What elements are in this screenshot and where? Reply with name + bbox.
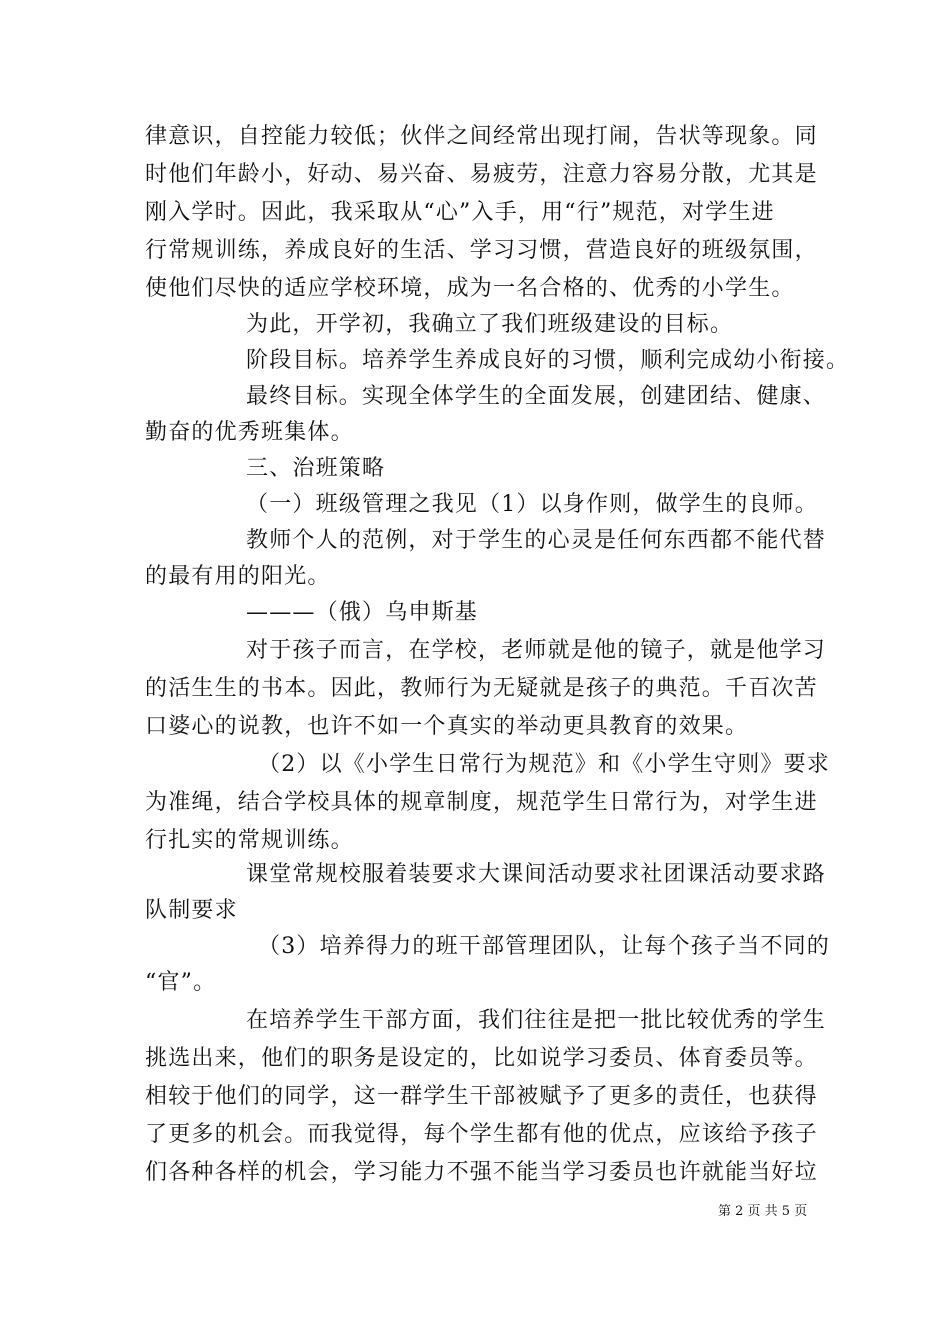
- paragraph-line: 的活生生的书本。因此，教师行为无疑就是孩子的典范。千百次苦: [145, 676, 818, 701]
- paragraph-line: 阶段目标。培养学生养成良好的习惯，顺利完成幼小衔接。: [246, 348, 850, 373]
- paragraph-line: （2）以《小学生日常行为规范》和《小学生守则》要求: [258, 752, 830, 777]
- paragraph-line: 行扎实的常规训练。: [145, 828, 354, 853]
- quote-line: 教师个人的范例，对于学生的心灵是任何东西都不能代替: [246, 528, 827, 553]
- paragraph-line: 为此，开学初，我确立了我们班级建设的目标。: [246, 312, 734, 337]
- paragraph-line: 最终目标。实现全体学生的全面发展，创建团结、健康、: [246, 384, 827, 409]
- paragraph-line: 使他们尽快的适应学校环境，成为一名合格的、优秀的小学生。: [145, 276, 795, 301]
- paragraph-line: 律意识，自控能力较低；伙伴之间经常出现打闹，告状等现象。同: [145, 124, 818, 149]
- page-number: 第 2 页 共 5 页: [718, 1204, 808, 1219]
- paragraph-line: 们各种各样的机会，学习能力不强不能当学习委员也许就能当好垃: [145, 1160, 818, 1185]
- paragraph-line: 勤奋的优秀班集体。: [145, 420, 354, 445]
- paragraph-line: 口婆心的说教，也许不如一个真实的举动更具教育的效果。: [145, 714, 749, 739]
- paragraph-line: 挑选出来，他们的职务是设定的，比如说学习委员、体育委员等。: [145, 1046, 818, 1071]
- paragraph-line: （3）培养得力的班干部管理团队，让每个孩子当不同的: [258, 934, 830, 959]
- paragraph-line: 为准绳，结合学校具体的规章制度，规范学生日常行为，对学生进: [145, 790, 818, 815]
- paragraph-line: 相较于他们的同学，这一群学生干部被赋予了更多的责任，也获得: [145, 1084, 818, 1109]
- paragraph-line: 行常规训练，养成良好的生活、学习习惯，营造良好的班级氛围，: [145, 238, 818, 263]
- paragraph-line: 了更多的机会。而我觉得，每个学生都有他的优点，应该给予孩子: [145, 1122, 818, 1147]
- paragraph-line: 时他们年龄小，好动、易兴奋、易疲劳，注意力容易分散，尤其是: [145, 162, 818, 187]
- subsection-heading: （一）班级管理之我见（1）以身作则，做学生的良师。: [246, 492, 818, 517]
- paragraph-line: 对于孩子而言，在学校，老师就是他的镜子，就是他学习: [246, 638, 827, 663]
- paragraph-line: 课堂常规校服着装要求大课间活动要求社团课活动要求路: [246, 862, 827, 887]
- section-heading: 三、治班策略: [246, 456, 386, 481]
- paragraph-line: 刚入学时。因此，我采取从“心”入手，用“行”规范，对学生进: [145, 200, 775, 225]
- paragraph-line: “官”。: [145, 970, 217, 995]
- quote-line: 的最有用的阳光。: [145, 564, 331, 589]
- paragraph-line: 在培养学生干部方面，我们往往是把一批比较优秀的学生: [246, 1008, 827, 1033]
- quote-attribution: ———（俄）乌申斯基: [246, 600, 479, 625]
- paragraph-line: 队制要求: [145, 898, 238, 923]
